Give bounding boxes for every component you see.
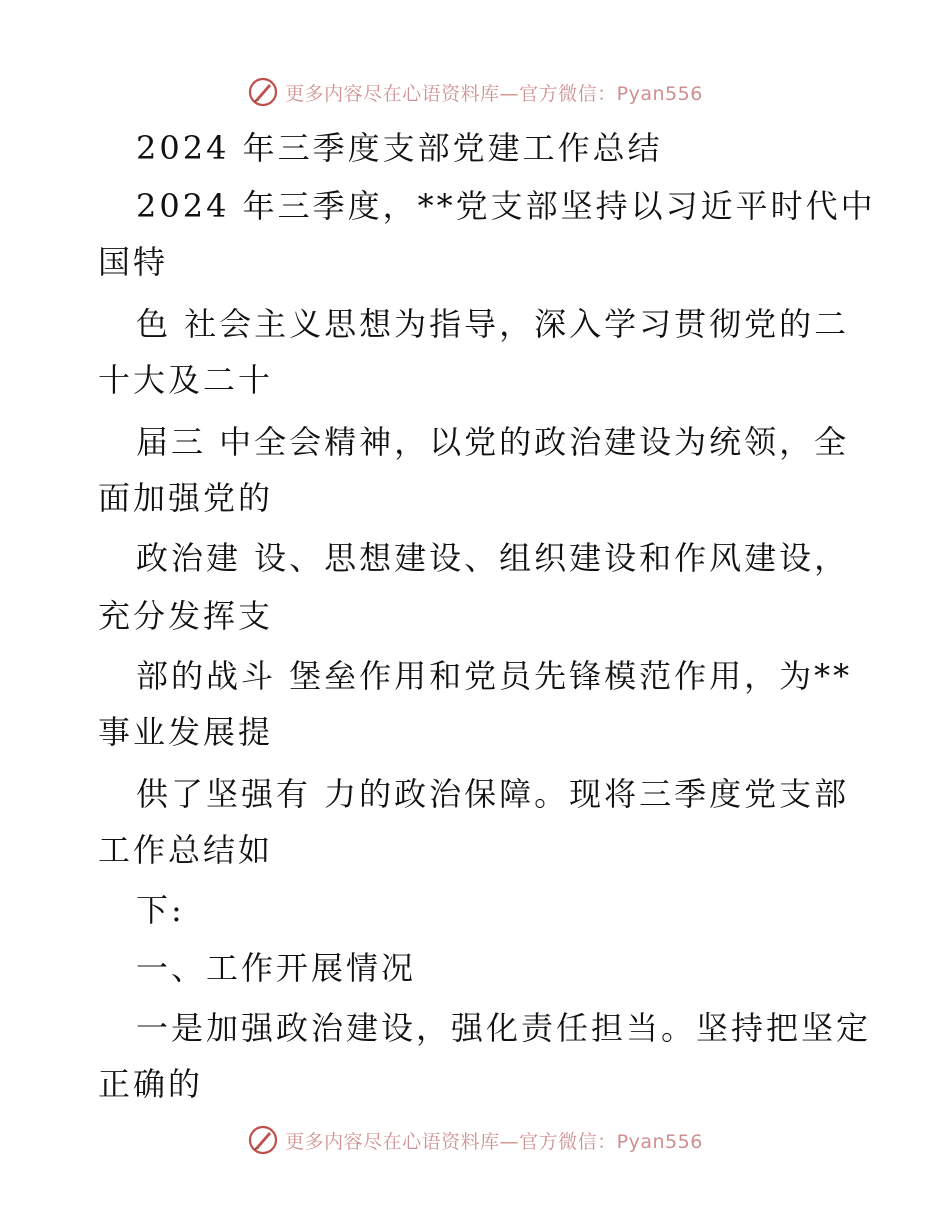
quill-seal-icon [247, 1124, 279, 1156]
watermark-text: 更多内容尽在心语资料库—官方微信：Pyan556 [285, 82, 703, 105]
paragraph-line: 事业发展提 [98, 713, 274, 751]
watermark-footer [0, 1120, 950, 1160]
watermark-text: 更多内容尽在心语资料库—官方微信：Pyan556 [285, 1130, 703, 1153]
document-title: 2024 年三季度支部党建工作总结 [136, 129, 663, 167]
paragraph-line: 工作总结如 [98, 831, 274, 869]
paragraph-line: 下: [136, 891, 185, 929]
paragraph-line: 供了坚强有 力的政治保障。现将三季度党支部 [136, 775, 850, 813]
paragraph-line: 十大及二十 [98, 361, 274, 399]
paragraph-line: 正确的 [98, 1065, 204, 1103]
paragraph-line: 一是加强政治建设，强化责任担当。坚持把坚定 [136, 1009, 872, 1047]
section-heading: 一、工作开展情况 [136, 949, 417, 987]
quill-seal-icon [247, 76, 279, 108]
paragraph-line: 色 社会主义思想为指导，深入学习贯彻党的二 [136, 305, 850, 343]
paragraph-line: 充分发挥支 [98, 597, 274, 635]
paragraph-line: 国特 [98, 243, 169, 281]
paragraph-line: 部的战斗 堡垒作用和党员先锋模范作用，为** [136, 657, 853, 695]
paragraph-line: 2024 年三季度，**党支部坚持以习近平时代中 [136, 187, 876, 225]
paragraph-line: 届三 中全会精神，以党的政治建设为统领，全 [136, 423, 850, 461]
watermark-header [0, 72, 950, 112]
paragraph-line: 政治建 设、思想建设、组织建设和作风建设， [136, 539, 850, 577]
paragraph-line: 面加强党的 [98, 479, 274, 517]
